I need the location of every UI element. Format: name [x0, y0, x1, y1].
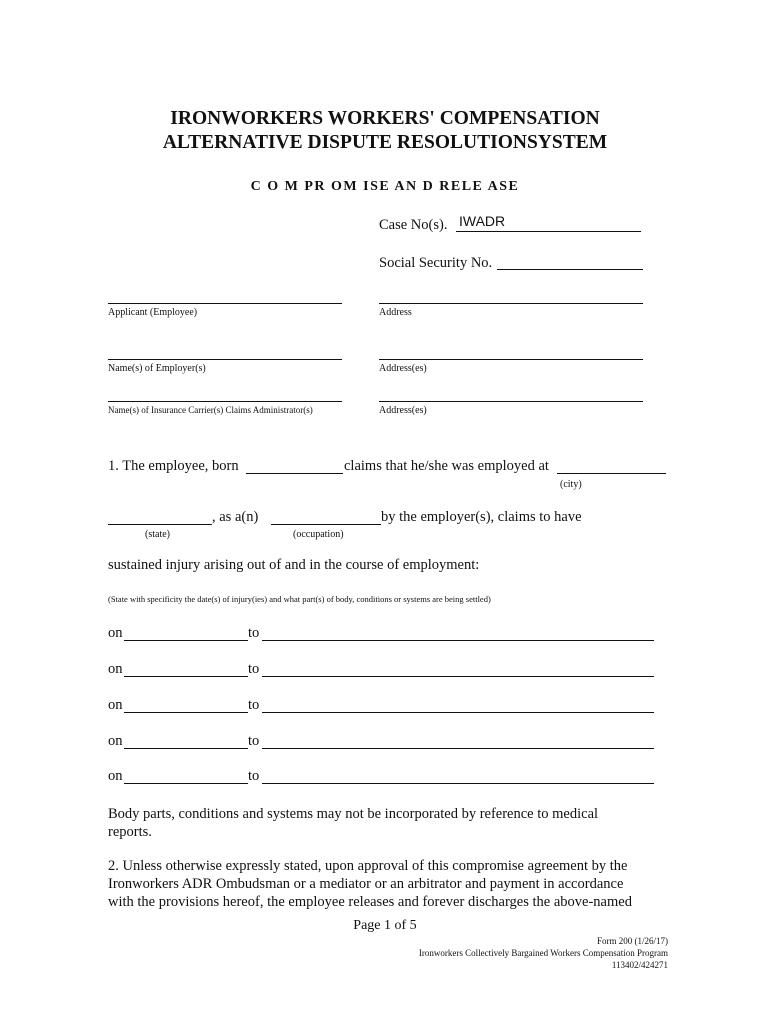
- case-number-line: [456, 231, 641, 232]
- para2-line3: with the provisions hereof, the employee releases and forever discharges the above-named: [108, 894, 632, 910]
- para1-born-text: 1. The employee, born: [108, 458, 239, 474]
- injury-description-field[interactable]: [262, 712, 654, 713]
- on-label: on: [108, 625, 123, 641]
- on-label: on: [108, 733, 123, 749]
- program-name: Ironworkers Collectively Bargained Workers Compensation Program: [418, 948, 668, 958]
- injury-row: [0, 733, 770, 755]
- injury-description-field[interactable]: [262, 783, 654, 784]
- injury-row: [0, 625, 770, 647]
- to-label: to: [248, 697, 260, 713]
- injury-row: [0, 697, 770, 719]
- employer-field[interactable]: [108, 359, 342, 360]
- injury-description-field[interactable]: [262, 640, 654, 641]
- para2-line2: Ironworkers ADR Ombudsman or a mediator or an arbitrator and payment in accordance: [108, 876, 624, 892]
- para2-line1: 2. Unless otherwise expressly stated, upon approval of this compromise agreement by the: [108, 858, 628, 874]
- on-label: on: [108, 661, 123, 677]
- injury-date-field[interactable]: [124, 676, 248, 677]
- state-field[interactable]: [108, 524, 212, 525]
- para1-injury-text: sustained injury arising out of and in the course of employment:: [108, 557, 480, 573]
- body-parts-note-line2: reports.: [108, 824, 152, 840]
- ssn-label: Social Security No.: [379, 255, 493, 271]
- employer-address-label: Address(es): [379, 363, 427, 374]
- carrier-address-field[interactable]: [379, 401, 643, 402]
- injury-description-field[interactable]: [262, 676, 654, 677]
- employer-label: Name(s) of Employer(s): [108, 363, 206, 374]
- title-line-2: ALTERNATIVE DISPUTE RESOLUTIONSYSTEM: [162, 132, 608, 153]
- page-number: Page 1 of 5: [353, 918, 417, 933]
- injury-instruction: (State with specificity the date(s) of injury(ies) and what part(s) of body, conditions or systems are being settled): [108, 594, 491, 604]
- injury-description-field[interactable]: [262, 748, 654, 749]
- form-number: Form 200 (1/26/17): [597, 936, 668, 946]
- para1-employed-text: claims that he/she was employed at: [344, 458, 549, 474]
- ssn-field[interactable]: [497, 269, 643, 270]
- injury-date-field[interactable]: [124, 748, 248, 749]
- birthdate-field[interactable]: [246, 473, 343, 474]
- city-label: (city): [560, 479, 582, 490]
- occupation-field[interactable]: [271, 524, 381, 525]
- body-parts-note-line1: Body parts, conditions and systems may not be incorporated by reference to medical: [108, 806, 599, 822]
- para1-as-text: , as a(n): [212, 509, 259, 525]
- city-field[interactable]: [557, 473, 666, 474]
- on-label: on: [108, 697, 123, 713]
- injury-row: [0, 768, 770, 790]
- to-label: to: [248, 768, 260, 784]
- to-label: to: [248, 625, 260, 641]
- form-subtitle: C O M PR OM ISE AN D RELE ASE: [250, 179, 520, 194]
- carrier-field[interactable]: [108, 401, 342, 402]
- case-number-label: Case No(s).: [379, 217, 448, 233]
- on-label: on: [108, 768, 123, 784]
- para1-claims-text: by the employer(s), claims to have: [381, 509, 582, 525]
- case-number-value[interactable]: IWADR: [459, 213, 506, 229]
- address-label: Address: [379, 307, 412, 318]
- employer-address-field[interactable]: [379, 359, 643, 360]
- to-label: to: [248, 733, 260, 749]
- applicant-field[interactable]: [108, 303, 342, 304]
- occupation-label: (occupation): [293, 529, 344, 540]
- carrier-label: Name(s) of Insurance Carrier(s) Claims Administrator(s): [108, 405, 313, 415]
- program-code: 113402/424271: [611, 960, 668, 970]
- injury-date-field[interactable]: [124, 712, 248, 713]
- injury-date-field[interactable]: [124, 783, 248, 784]
- state-label: (state): [145, 529, 170, 540]
- to-label: to: [248, 661, 260, 677]
- carrier-address-label: Address(es): [379, 405, 427, 416]
- title-line-1: IRONWORKERS WORKERS' COMPENSATION: [170, 108, 600, 129]
- injury-row: [0, 661, 770, 683]
- applicant-address-field[interactable]: [379, 303, 643, 304]
- applicant-label: Applicant (Employee): [108, 307, 198, 318]
- injury-date-field[interactable]: [124, 640, 248, 641]
